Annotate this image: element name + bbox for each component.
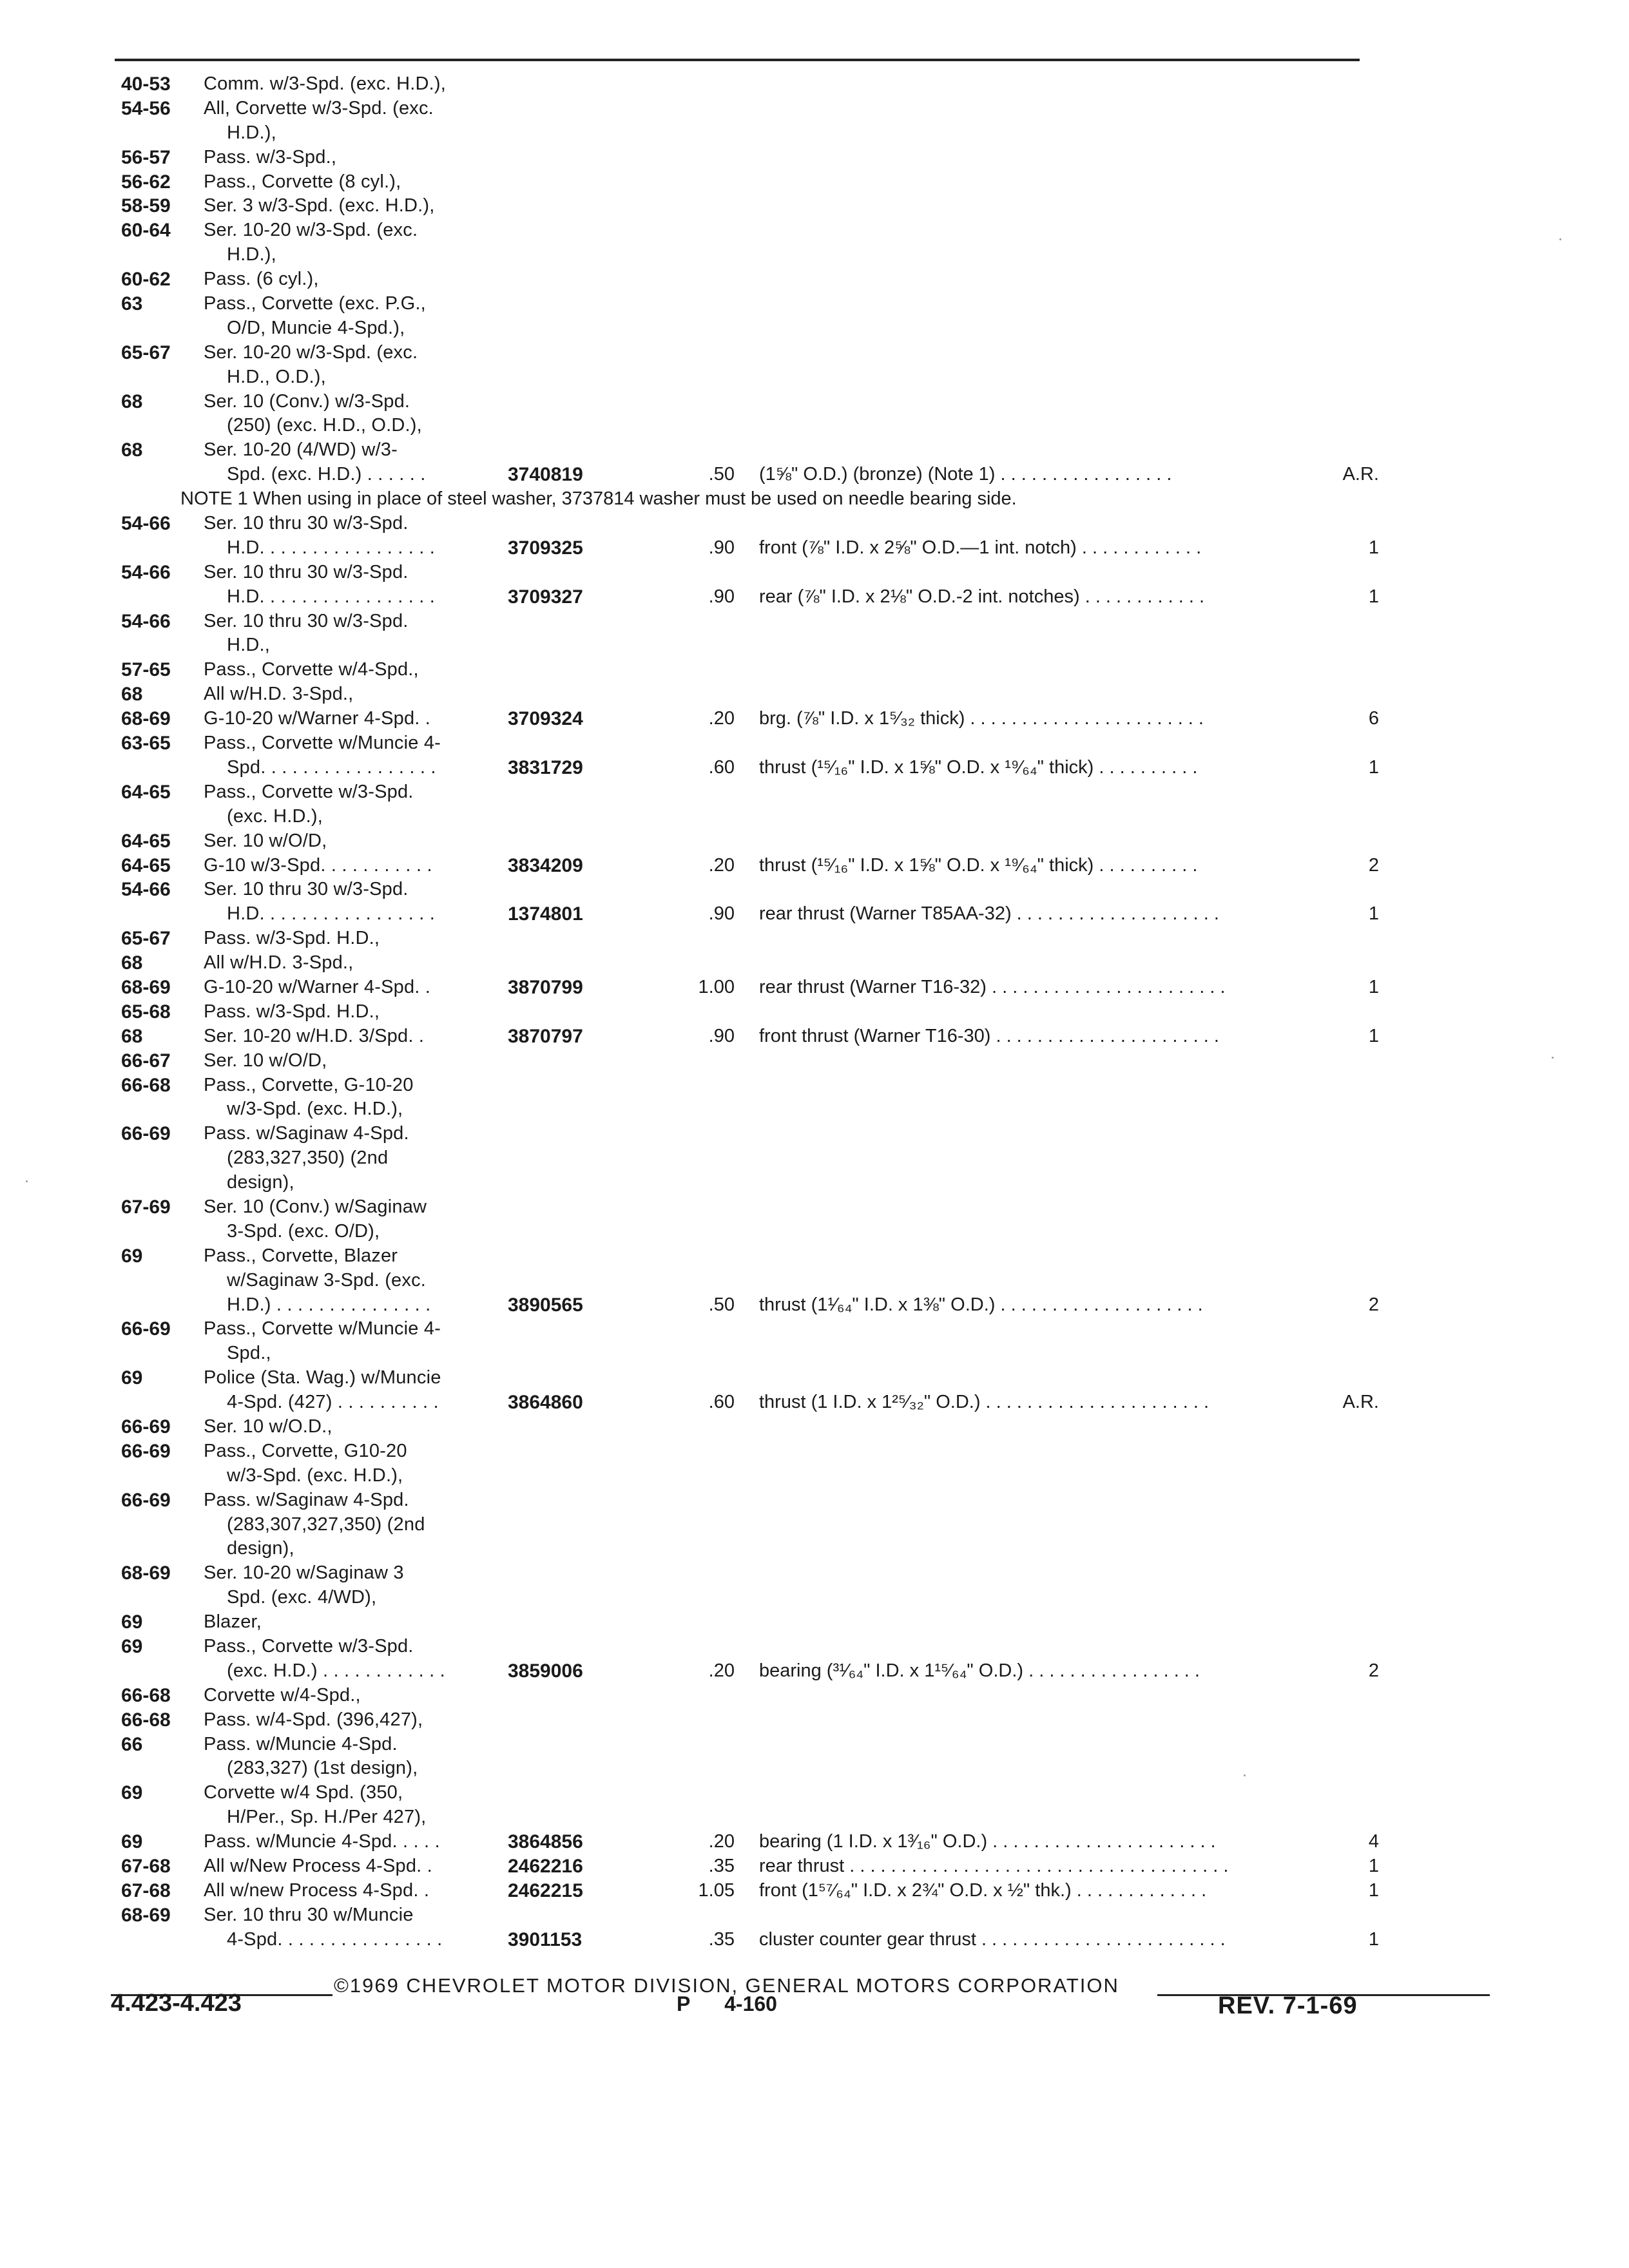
application-description: G-10 w/3-Spd. . . . . . . . . . . (204, 854, 432, 876)
quantity: 1 (1368, 537, 1379, 558)
part-number: 3859006 (508, 1660, 583, 1682)
parts-row (0, 218, 1629, 243)
parts-row (0, 1586, 1629, 1610)
quantity: 2 (1368, 854, 1379, 876)
quantity: 1 (1368, 1025, 1379, 1046)
quantity: 4 (1368, 1831, 1379, 1852)
application-description: Pass., Corvette w/4-Spd., (204, 659, 419, 680)
scan-speck (1559, 238, 1561, 240)
application-description: Pass., Corvette w/3-Spd. (204, 781, 414, 802)
parts-row (0, 1537, 1629, 1561)
part-number: 3864856 (508, 1831, 583, 1853)
part-description: thrust (¹⁵⁄₁₆" I.D. x 1⅝" O.D. x ¹⁹⁄₆₄" thick) . . . . . . . . . . (759, 854, 1198, 876)
parts-row (0, 121, 1629, 146)
parts-row (0, 1464, 1629, 1488)
part-description: cluster counter gear thrust . . . . . . . . . . . . . . . . . . . . . . . . (759, 1928, 1226, 1950)
model-year: 65-68 (121, 1001, 171, 1023)
model-year: 66-69 (121, 1489, 171, 1511)
parts-row (0, 854, 1629, 878)
model-year: 68 (121, 684, 143, 706)
part-number: 2462216 (508, 1856, 583, 1878)
list-price: .90 (708, 903, 735, 925)
application-description: H.D., O.D.), (227, 366, 326, 387)
parts-row (0, 1024, 1629, 1049)
parts-row (0, 1830, 1629, 1854)
parts-row (0, 585, 1629, 610)
list-price: .90 (708, 1025, 735, 1046)
model-year: 68-69 (121, 976, 171, 998)
application-description: Corvette w/4 Spd. (350, (204, 1782, 403, 1803)
parts-row (0, 756, 1629, 780)
note-text: NOTE 1 When using in place of steel washer, 3737814 washer must be used on needle bearing side. (180, 488, 1017, 510)
application-description: Spd. . . . . . . . . . . . . . . . . (227, 756, 436, 778)
model-year: 66-68 (121, 1684, 171, 1706)
application-description: Pass. w/3-Spd. H.D., (204, 1001, 380, 1022)
model-year: 58-59 (121, 195, 171, 217)
model-year: 67-68 (121, 1856, 171, 1878)
application-description: Police (Sta. Wag.) w/Muncie (204, 1367, 441, 1389)
application-description: Ser. 10 thru 30 w/Muncie (204, 1904, 414, 1925)
model-year: 63-65 (121, 733, 171, 754)
application-description: Ser. 10-20 (4/WD) w/3- (204, 439, 398, 461)
parts-row (0, 1097, 1629, 1122)
model-year: 56-57 (121, 146, 171, 168)
parts-row (0, 780, 1629, 805)
application-description: 4-Spd. . . . . . . . . . . . . . . . (227, 1928, 443, 1950)
model-year: 67-69 (121, 1196, 171, 1218)
model-year: 66-68 (121, 1074, 171, 1096)
part-description: thrust (¹⁵⁄₁₆" I.D. x 1⅝" O.D. x ¹⁹⁄₆₄" thick) . . . . . . . . . . (759, 756, 1198, 778)
application-description: Pass., Corvette, G-10-20 (204, 1074, 414, 1095)
parts-row (0, 1928, 1629, 1952)
parts-row (0, 536, 1629, 561)
list-price: .90 (708, 586, 735, 607)
application-description: Ser. 10 thru 30 w/3-Spd. (204, 513, 409, 534)
list-price: 1.00 (698, 976, 735, 997)
parts-row (0, 633, 1629, 658)
parts-row (0, 1879, 1629, 1903)
application-description: (283,327) (1st design), (227, 1758, 418, 1779)
application-description: Pass. (6 cyl.), (204, 269, 319, 290)
application-description: H/Per., Sp. H./Per 427), (227, 1807, 427, 1828)
application-description: design), (227, 1538, 294, 1559)
model-year: 63 (121, 293, 143, 315)
model-year: 68 (121, 952, 143, 974)
parts-row (0, 390, 1629, 414)
parts-row (0, 292, 1629, 316)
part-description: thrust (1¹⁄₆₄" I.D. x 1⅜" O.D.) . . . . . . . . . . . . . . . . . . . . (759, 1294, 1203, 1315)
parts-row (0, 463, 1629, 487)
part-description: (1⅝" O.D.) (bronze) (Note 1) . . . . . . . . . . . . . . . . . (759, 464, 1172, 485)
model-year: 40-53 (121, 73, 171, 95)
quantity: 1 (1368, 586, 1379, 607)
model-year: 54-66 (121, 879, 171, 901)
part-number: 3890565 (508, 1294, 583, 1316)
model-year: 54-66 (121, 610, 171, 632)
list-price: .35 (708, 1928, 735, 1950)
parts-row (0, 316, 1629, 341)
part-description: rear thrust (Warner T85AA-32) . . . . . . . . . . . . . . . . . . . . (759, 903, 1219, 925)
list-price: 1.05 (698, 1879, 735, 1901)
part-description: rear thrust . . . . . . . . . . . . . . . . . . . . . . . . . . . . . . . . . . . . . (759, 1856, 1229, 1877)
list-price: .20 (708, 1831, 735, 1852)
application-description: Pass., Corvette w/Muncie 4- (204, 733, 441, 754)
parts-row (0, 1390, 1629, 1415)
note-row (0, 487, 1629, 512)
quantity: 2 (1368, 1660, 1379, 1681)
part-number: 3740819 (508, 464, 583, 486)
application-description: Pass. w/3-Spd. H.D., (204, 928, 380, 949)
list-price: .35 (708, 1856, 735, 1877)
quantity: 1 (1368, 1879, 1379, 1901)
model-year: 69 (121, 1782, 143, 1804)
parts-list (0, 72, 1629, 1952)
model-year: 69 (121, 1245, 143, 1267)
quantity: A.R. (1342, 464, 1379, 485)
list-price: .20 (708, 854, 735, 876)
application-description: Pass., Corvette w/3-Spd. (204, 1636, 414, 1657)
model-year: 69 (121, 1367, 143, 1389)
model-year: 57-65 (121, 659, 171, 681)
application-description: Pass. w/3-Spd., (204, 146, 337, 168)
scan-speck (26, 1180, 28, 1182)
application-description: Pass., Corvette, G10-20 (204, 1440, 407, 1461)
application-description: w/3-Spd. (exc. H.D.), (227, 1465, 403, 1486)
application-description: G-10-20 w/Warner 4-Spd. . (204, 708, 431, 729)
model-year: 68-69 (121, 1904, 171, 1926)
model-year: 65-67 (121, 341, 171, 363)
parts-row (0, 1244, 1629, 1269)
list-price: .20 (708, 1660, 735, 1681)
model-year: 68-69 (121, 708, 171, 730)
parts-row (0, 365, 1629, 390)
quantity: A.R. (1342, 1392, 1379, 1413)
application-description: (283,307,327,350) (2nd (227, 1514, 425, 1535)
parts-row (0, 682, 1629, 707)
part-description: brg. (⅞" I.D. x 1⁵⁄₃₂ thick) . . . . . . . . . . . . . . . . . . . . . . . (759, 708, 1204, 729)
application-description: (250) (exc. H.D., O.D.), (227, 415, 422, 436)
model-year: 66-67 (121, 1050, 171, 1072)
model-year: 69 (121, 1636, 143, 1657)
model-year: 56-62 (121, 171, 171, 193)
list-price: .60 (708, 1392, 735, 1413)
application-description: Pass. w/Saginaw 4-Spd. (204, 1123, 409, 1144)
parts-row (0, 1000, 1629, 1024)
parts-row (0, 658, 1629, 682)
parts-row (0, 1635, 1629, 1659)
part-description: front (⅞" I.D. x 2⅝" O.D.—1 int. notch) . . . . . . . . . . . . (759, 537, 1202, 558)
model-year: 54-56 (121, 97, 171, 119)
application-description: (exc. H.D.), (227, 805, 323, 827)
model-year: 68 (121, 390, 143, 412)
model-year: 64-65 (121, 781, 171, 803)
parts-row (0, 438, 1629, 463)
application-description: Blazer, (204, 1611, 262, 1633)
application-description: Corvette w/4-Spd., (204, 1684, 361, 1706)
model-year: 65-67 (121, 928, 171, 950)
parts-row (0, 414, 1629, 438)
application-description: Pass., Corvette, Blazer (204, 1245, 398, 1266)
part-description: thrust (1 I.D. x 1²⁵⁄₃₂" O.D.) . . . . . . . . . . . . . . . . . . . . . . (759, 1392, 1210, 1413)
parts-row (0, 243, 1629, 267)
group-number: 4.423-4.423 (111, 1990, 242, 2017)
application-description: H.D. . . . . . . . . . . . . . . . . (227, 903, 436, 925)
part-number: 3709324 (508, 708, 583, 730)
parts-row (0, 878, 1629, 902)
application-description: Pass. w/4-Spd. (396,427), (204, 1709, 423, 1730)
model-year: 67-68 (121, 1879, 171, 1901)
parts-row (0, 1610, 1629, 1635)
application-description: Spd. (exc. H.D.) . . . . . . (227, 464, 426, 485)
application-description: All w/New Process 4-Spd. . (204, 1856, 432, 1877)
parts-row (0, 561, 1629, 585)
application-description: design), (227, 1172, 294, 1193)
model-year: 68-69 (121, 1562, 171, 1584)
parts-row (0, 829, 1629, 854)
parts-row (0, 72, 1629, 97)
application-description: H.D.), (227, 244, 276, 265)
parts-row (0, 97, 1629, 121)
parts-row (0, 1317, 1629, 1341)
application-description: (283,327,350) (2nd (227, 1148, 389, 1169)
part-description: rear (⅞" I.D. x 2⅛" O.D.-2 int. notches) . . . . . . . . . . . . (759, 586, 1205, 607)
model-year: 66-69 (121, 1416, 171, 1437)
parts-row (0, 1854, 1629, 1879)
quantity: 1 (1368, 1856, 1379, 1877)
parts-row (0, 1659, 1629, 1684)
application-description: Pass. w/Muncie 4-Spd. (204, 1733, 398, 1754)
parts-row (0, 194, 1629, 218)
parts-row (0, 1049, 1629, 1073)
application-description: 3-Spd. (exc. O/D), (227, 1220, 380, 1242)
parts-row (0, 731, 1629, 756)
application-description: Ser. 10 thru 30 w/3-Spd. (204, 610, 409, 631)
parts-row (0, 1073, 1629, 1098)
list-price: .20 (708, 708, 735, 729)
part-number: 1374801 (508, 903, 583, 925)
scan-speck (1552, 1057, 1554, 1059)
application-description: Pass. w/Saginaw 4-Spd. (204, 1489, 409, 1510)
application-description: H.D. . . . . . . . . . . . . . . . . (227, 586, 436, 607)
model-year: 60-64 (121, 220, 171, 242)
application-description: Pass., Corvette (8 cyl.), (204, 171, 401, 192)
parts-row (0, 267, 1629, 292)
parts-row (0, 951, 1629, 975)
application-description: Pass. w/Muncie 4-Spd. . . . . (204, 1831, 440, 1852)
part-number: 3831729 (508, 756, 583, 778)
quantity: 1 (1368, 976, 1379, 997)
parts-row (0, 1439, 1629, 1464)
parts-row (0, 1513, 1629, 1537)
parts-row (0, 1220, 1629, 1244)
parts-row (0, 805, 1629, 829)
parts-row (0, 927, 1629, 951)
parts-row (0, 1366, 1629, 1390)
model-year: 66-69 (121, 1123, 171, 1145)
parts-row (0, 707, 1629, 731)
application-description: All w/H.D. 3-Spd., (204, 952, 354, 974)
model-year: 54-66 (121, 513, 171, 535)
part-number: 3864860 (508, 1392, 583, 1414)
application-description: Ser. 10-20 w/3-Spd. (exc. (204, 220, 418, 241)
parts-row (0, 1171, 1629, 1195)
model-year: 66-69 (121, 1318, 171, 1340)
application-description: w/3-Spd. (exc. H.D.), (227, 1099, 403, 1120)
quantity: 1 (1368, 756, 1379, 778)
parts-row (0, 975, 1629, 1000)
application-description: Ser. 10-20 w/H.D. 3/Spd. . (204, 1025, 425, 1046)
parts-row (0, 146, 1629, 170)
parts-row (0, 170, 1629, 195)
model-year: 66-68 (121, 1709, 171, 1731)
parts-row (0, 1341, 1629, 1366)
copyright-text: ©1969 CHEVROLET MOTOR DIVISION, GENERAL MOTORS CORPORATION (334, 1974, 1119, 1997)
list-price: .60 (708, 756, 735, 778)
part-description: front (1⁵⁷⁄₆₄" I.D. x 2¾" O.D. x ½" thk.) . . . . . . . . . . . . . (759, 1879, 1207, 1901)
part-description: bearing (1 I.D. x 1³⁄₁₆" O.D.) . . . . . . . . . . . . . . . . . . . . . . (759, 1831, 1216, 1852)
part-number: 2462215 (508, 1879, 583, 1901)
application-description: Ser. 10 w/O/D, (204, 830, 327, 851)
quantity: 1 (1368, 1928, 1379, 1950)
model-year: 69 (121, 1611, 143, 1633)
part-description: front thrust (Warner T16-30) . . . . . . . . . . . . . . . . . . . . . . (759, 1025, 1219, 1046)
part-description: bearing (³¹⁄₆₄" I.D. x 1¹⁵⁄₆₄" O.D.) . . . . . . . . . . . . . . . . . (759, 1660, 1200, 1681)
parts-row (0, 1561, 1629, 1586)
parts-row (0, 512, 1629, 536)
application-description: Pass., Corvette w/Muncie 4- (204, 1318, 441, 1340)
parts-row (0, 1708, 1629, 1733)
application-description: Ser. 10 (Conv.) w/3-Spd. (204, 390, 410, 412)
top-rule (115, 59, 1360, 61)
part-number: 3834209 (508, 854, 583, 876)
quantity: 6 (1368, 708, 1379, 729)
list-price: .50 (708, 1294, 735, 1315)
application-description: Ser. 10-20 w/Saginaw 3 (204, 1562, 404, 1584)
application-description: H.D., (227, 635, 271, 656)
application-description: Pass., Corvette (exc. P.G., (204, 293, 426, 314)
part-number: 3870797 (508, 1025, 583, 1047)
parts-row (0, 1122, 1629, 1146)
application-description: G-10-20 w/Warner 4-Spd. . (204, 976, 431, 997)
application-description: O/D, Muncie 4-Spd.), (227, 317, 405, 338)
application-description: w/Saginaw 3-Spd. (exc. (227, 1269, 427, 1291)
parts-row (0, 1684, 1629, 1708)
parts-row (0, 1269, 1629, 1293)
part-number: 3709327 (508, 586, 583, 608)
application-description: Spd. (exc. 4/WD), (227, 1587, 377, 1608)
application-description: Ser. 3 w/3-Spd. (exc. H.D.), (204, 195, 435, 216)
part-number: 3870799 (508, 976, 583, 998)
part-number: 3901153 (508, 1928, 583, 1950)
part-number: 3709325 (508, 537, 583, 559)
application-description: Ser. 10 w/O.D., (204, 1416, 333, 1437)
model-year: 66-69 (121, 1440, 171, 1462)
part-description: rear thrust (Warner T16-32) . . . . . . . . . . . . . . . . . . . . . . . (759, 976, 1226, 997)
application-description: Ser. 10-20 w/3-Spd. (exc. (204, 341, 418, 363)
application-description: H.D.) . . . . . . . . . . . . . . . (227, 1294, 431, 1315)
parts-row (0, 1293, 1629, 1318)
parts-row (0, 1903, 1629, 1928)
parts-row (0, 1195, 1629, 1220)
list-price: .50 (708, 464, 735, 485)
parts-row (0, 1781, 1629, 1805)
model-year: 68 (121, 1025, 143, 1047)
model-year: 69 (121, 1831, 143, 1853)
quantity: 1 (1368, 903, 1379, 925)
revision-date: REV. 7-1-69 (1218, 1992, 1358, 2019)
list-price: .90 (708, 537, 735, 558)
application-description: Ser. 10 w/O/D, (204, 1050, 327, 1071)
quantity: 2 (1368, 1294, 1379, 1315)
parts-row (0, 1415, 1629, 1439)
model-year: 54-66 (121, 561, 171, 583)
parts-row (0, 1146, 1629, 1171)
parts-row (0, 1733, 1629, 1757)
page-number: P 4-160 (677, 1992, 777, 2015)
model-year: 64-65 (121, 830, 171, 852)
scan-speck (1244, 1774, 1246, 1776)
application-description: 4-Spd. (427) . . . . . . . . . . (227, 1392, 439, 1413)
application-description: All w/H.D. 3-Spd., (204, 684, 354, 705)
application-description: H.D. . . . . . . . . . . . . . . . . (227, 537, 436, 558)
application-description: Spd., (227, 1343, 271, 1364)
application-description: Comm. w/3-Spd. (exc. H.D.), (204, 73, 447, 94)
parts-row (0, 1756, 1629, 1781)
model-year: 64-65 (121, 854, 171, 876)
parts-row (0, 1805, 1629, 1830)
application-description: Ser. 10 (Conv.) w/Saginaw (204, 1196, 427, 1217)
model-year: 60-62 (121, 269, 171, 291)
parts-row (0, 341, 1629, 365)
parts-row (0, 610, 1629, 634)
application-description: Ser. 10 thru 30 w/3-Spd. (204, 561, 409, 582)
parts-row (0, 1488, 1629, 1513)
application-description: All w/new Process 4-Spd. . (204, 1879, 430, 1901)
application-description: All, Corvette w/3-Spd. (exc. (204, 97, 434, 119)
application-description: H.D.), (227, 122, 276, 143)
model-year: 66 (121, 1733, 143, 1755)
model-year: 68 (121, 439, 143, 461)
application-description: (exc. H.D.) . . . . . . . . . . . . (227, 1660, 445, 1681)
application-description: Ser. 10 thru 30 w/3-Spd. (204, 879, 409, 900)
parts-row (0, 902, 1629, 927)
